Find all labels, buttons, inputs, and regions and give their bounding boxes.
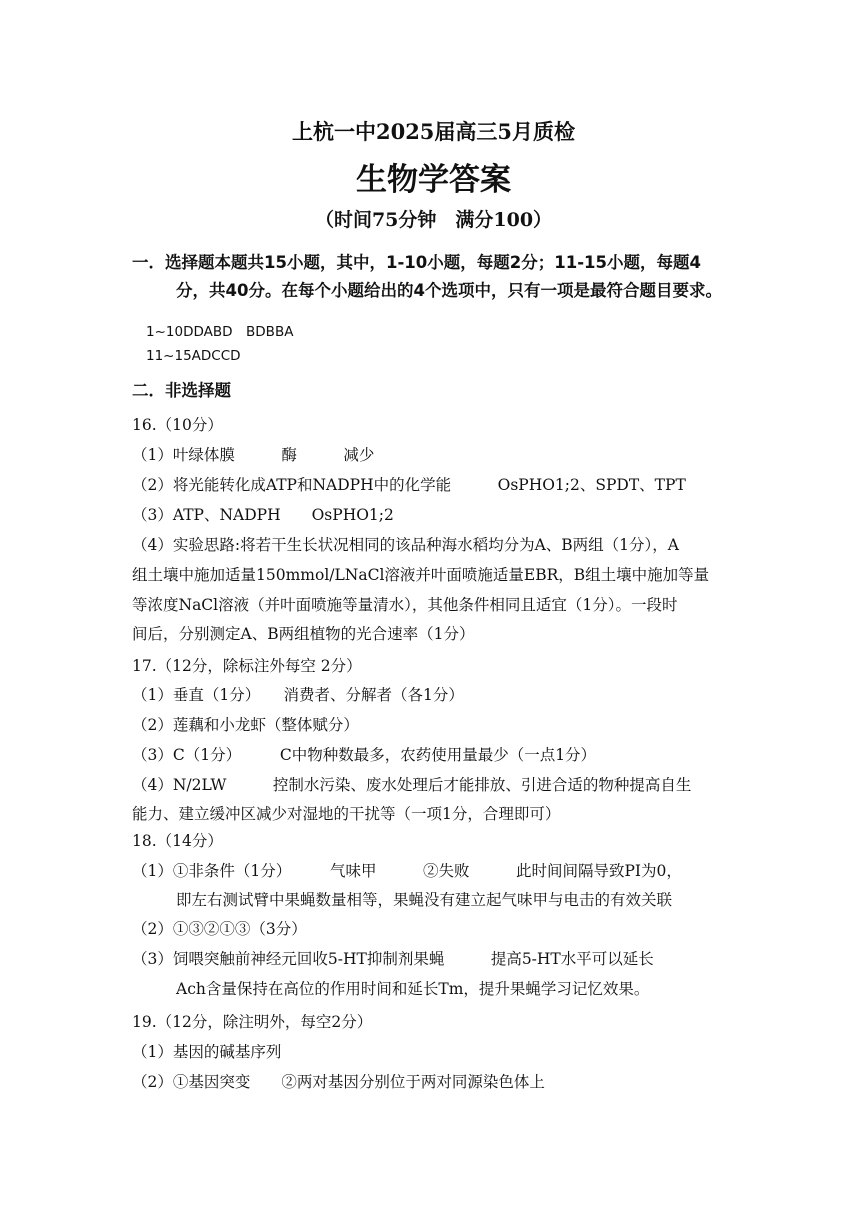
q18-line: （3）饲喂突触前神经元回收5-HT抑制剂果蝇 提高5-HT水平可以延长 — [132, 950, 654, 968]
q18-line: （2）①③②①③（3分） — [132, 920, 307, 938]
q16-line: （2）将光能转化成ATP和NADPH中的化学能 OsPHO1;2、SPDT、TPT — [132, 476, 686, 494]
q18-title: 18.（14分） — [132, 832, 223, 850]
q17-line: 能力、建立缓冲区减少对湿地的干扰等（一项1分，合理即可） — [132, 805, 561, 823]
choice-answers-1-10: 1~10DDABD BDBBA — [146, 324, 294, 340]
q18-line: （1）①非条件（1分） 气味甲 ②失败 此时间间隔导致PI为0， — [132, 862, 682, 880]
q16-title: 16.（10分） — [132, 416, 223, 434]
subject-title: 生物学答案 — [356, 162, 511, 198]
q16-line: （4）实验思路:将若干生长状况相同的该品种海水稻均分为A、B两组（1分），A — [132, 536, 679, 554]
q19-line: （1）基因的碱基序列 — [132, 1043, 282, 1061]
q18-line: Ach含量保持在高位的作用时间和延长Tm，提升果蝇学习记忆效果。 — [176, 980, 650, 998]
q17-line: （4）N/2LW 控制水污染、废水处理后才能排放、引进合适的物种提高自生 — [132, 776, 692, 794]
time-score-info: （时间75分钟 满分100） — [314, 209, 553, 231]
section1-heading: 一．选择题本题共15小题，其中，1-10小题，每题2分；11-15小题，每题4 — [132, 253, 701, 272]
choice-answers-11-15: 11~15ADCCD — [146, 348, 241, 364]
q16-line: 等浓度NaCl溶液（并叶面喷施等量清水），其他条件相同且适宜（1分）。一段时 — [132, 596, 678, 614]
q19-line: （2）①基因突变 ②两对基因分别位于两对同源染色体上 — [132, 1073, 545, 1091]
q17-line: （1）垂直（1分） 消费者、分解者（各1分） — [132, 686, 464, 704]
section1-heading-cont: 分，共40分。在每个小题给出的4个选项中，只有一项是最符合题目要求。 — [176, 281, 722, 300]
q19-title: 19.（12分，除注明外，每空2分） — [132, 1013, 373, 1031]
q16-line: 间后，分别测定A、B两组植物的光合速率（1分） — [132, 625, 475, 643]
q17-line: （2）莲藕和小龙虾（整体赋分） — [132, 716, 359, 734]
q16-line: 组土壤中施加适量150mmol/LNaCl溶液并叶面喷施适量EBR，B组土壤中施加等量 — [132, 566, 710, 584]
section2-heading: 二．非选择题 — [132, 381, 231, 400]
q16-line: （1）叶绿体膜 酶 减少 — [132, 446, 375, 464]
q18-line: 即左右测试臂中果蝇数量相等，果蝇没有建立起气味甲与电击的有效关联 — [176, 891, 673, 909]
q16-line: （3）ATP、NADPH OsPHO1;2 — [132, 506, 394, 524]
exam-title: 上杭一中2025届高三5月质检 — [291, 119, 576, 144]
q17-title: 17.（12分，除标注外每空 2分） — [132, 657, 362, 675]
q17-line: （3）C（1分） C中物种数最多，农药使用量最少（一点1分） — [132, 746, 597, 764]
